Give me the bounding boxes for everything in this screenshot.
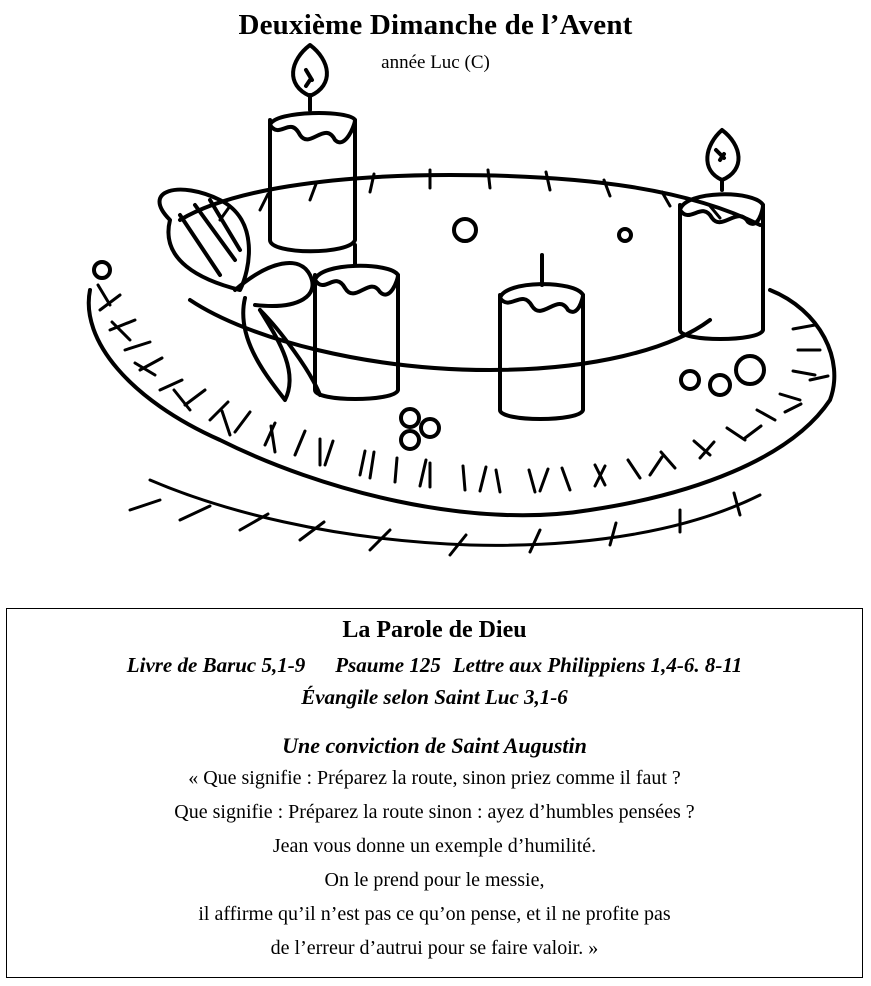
wreath-inner [190,300,710,370]
quote-line: Que signifie : Préparez la route sinon : ayez d’humbles pensées ? [174,801,695,823]
quote-line: « Que signifie : Préparez la route, sinon priez comme il faut ? [188,767,681,789]
wreath-ring [89,290,835,515]
reading-heading: La Parole de Dieu [342,617,527,643]
quote-line: de l’erreur d’autrui pour se faire valoir. » [270,937,599,959]
reference-baruch: Livre de Baruc 5,1-9 [126,653,306,677]
flame-1 [293,45,327,96]
reference-psalm: Psaume 125 [335,653,441,677]
gospel-reference: Évangile selon Saint Luc 3,1-6 [301,685,568,709]
quote-line: Jean vous donne un exemple d’humilité. [272,835,597,857]
advent-wreath-icon [70,40,840,570]
quote-line: il affirme qu’il n’est pas ce qu’on pense, et il ne profite pas [198,903,671,925]
quote-title: Une conviction de Saint Augustin [282,733,587,758]
quote-line: On le prend pour le messie, [324,869,545,891]
reading-references [7,653,862,678]
reference-philippians: Lettre aux Philippiens 1,4-6. 8-11 [452,653,743,677]
reading-box [6,608,863,978]
page-title: Deuxième Dimanche de l’Avent [238,9,633,41]
subtitle-text: année Luc (C) [381,52,490,73]
